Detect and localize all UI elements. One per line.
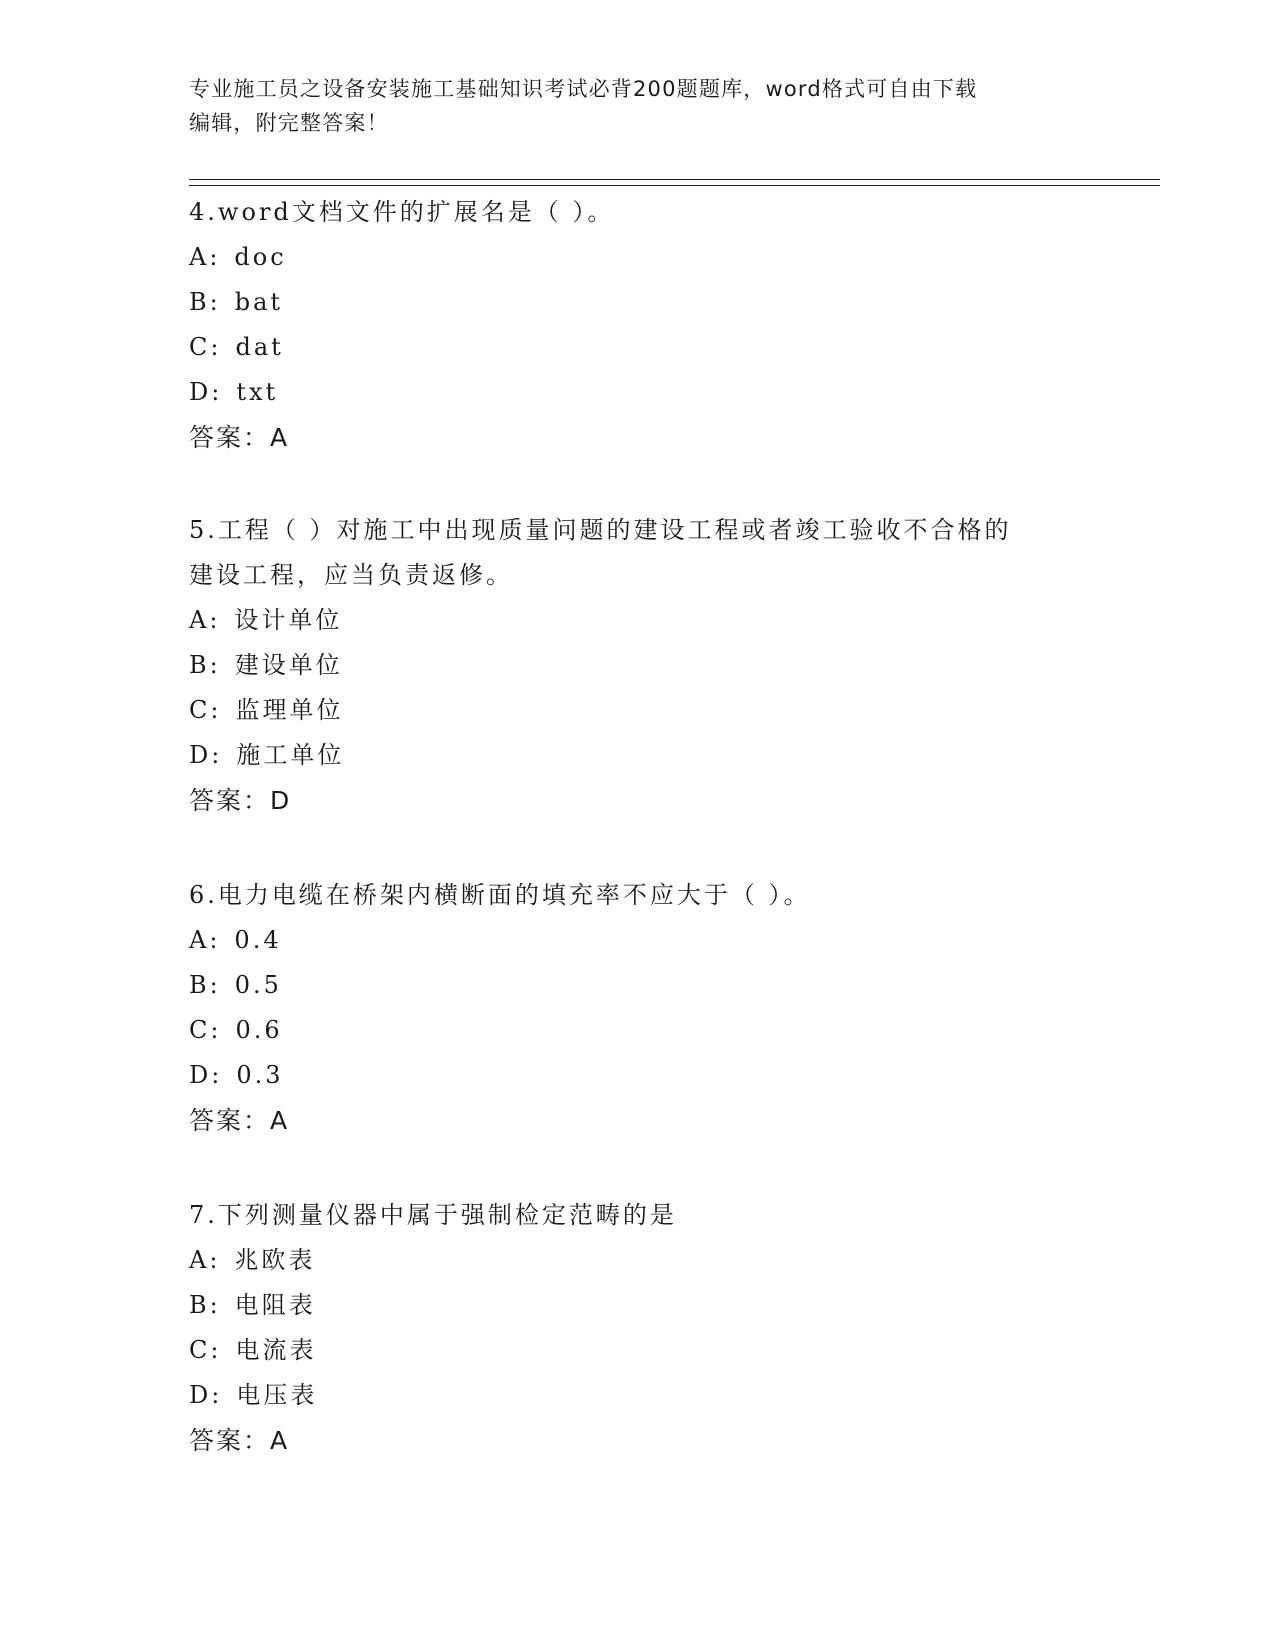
option-b bbox=[189, 280, 1089, 325]
option-text: doc bbox=[234, 243, 287, 271]
question-stem: 7.下列测量仪器中属于强制检定范畴的是 bbox=[189, 1201, 677, 1229]
header-divider-bottom bbox=[189, 185, 1160, 186]
option-letter: D: bbox=[189, 1061, 223, 1089]
question-block bbox=[189, 873, 1089, 1144]
option-letter: C: bbox=[189, 696, 222, 724]
question-block bbox=[189, 190, 1089, 461]
option-letter: C: bbox=[189, 1336, 222, 1364]
option-letter: A: bbox=[189, 606, 221, 634]
answer-line: 答案：D bbox=[189, 786, 292, 815]
option-letter: C: bbox=[189, 333, 222, 361]
option-a bbox=[189, 598, 1089, 643]
option-text: 建设单位 bbox=[234, 651, 343, 679]
option-letter: A: bbox=[189, 243, 221, 271]
option-text: dat bbox=[235, 333, 284, 361]
header-line-2: 编辑，附完整答案！ bbox=[189, 111, 389, 135]
header-line-1: 专业施工员之设备安装施工基础知识考试必背200题题库，word格式可自由下载 bbox=[189, 77, 978, 101]
option-letter: B: bbox=[189, 288, 221, 316]
option-letter: C: bbox=[189, 1016, 222, 1044]
question-block bbox=[189, 1193, 1089, 1464]
option-a bbox=[189, 1238, 1089, 1283]
option-letter: B: bbox=[189, 1291, 221, 1319]
option-letter: B: bbox=[189, 971, 221, 999]
answer-line: 答案：A bbox=[189, 1426, 290, 1455]
answer-line: 答案：A bbox=[189, 1106, 290, 1135]
option-c bbox=[189, 1328, 1089, 1373]
option-a bbox=[189, 235, 1089, 280]
option-letter: B: bbox=[189, 651, 221, 679]
option-letter: D: bbox=[189, 741, 223, 769]
option-letter: A: bbox=[189, 1246, 221, 1274]
option-d bbox=[189, 1053, 1089, 1098]
option-d bbox=[189, 733, 1089, 778]
option-text: 0.3 bbox=[236, 1061, 284, 1089]
option-d bbox=[189, 1373, 1089, 1418]
option-a bbox=[189, 918, 1089, 963]
option-b bbox=[189, 963, 1089, 1008]
option-text: 监理单位 bbox=[235, 696, 344, 724]
option-d bbox=[189, 370, 1089, 415]
option-letter: D: bbox=[189, 378, 223, 406]
option-text: txt bbox=[236, 378, 279, 406]
option-b bbox=[189, 643, 1089, 688]
option-text: 电流表 bbox=[235, 1336, 317, 1364]
option-text: 0.5 bbox=[234, 971, 282, 999]
document-header bbox=[189, 72, 1089, 140]
question-stem: 5.工程（ ）对施工中出现质量问题的建设工程或者竣工验收不合格的 bbox=[189, 516, 1012, 544]
option-text: 0.4 bbox=[234, 926, 282, 954]
option-text: 施工单位 bbox=[236, 741, 345, 769]
option-b bbox=[189, 1283, 1089, 1328]
question-stem: 4.word文档文件的扩展名是（ ）。 bbox=[189, 198, 615, 226]
answer-line: 答案：A bbox=[189, 423, 290, 452]
option-letter: A: bbox=[189, 926, 221, 954]
option-text: 0.6 bbox=[235, 1016, 283, 1044]
option-text: 电阻表 bbox=[234, 1291, 316, 1319]
option-c bbox=[189, 1008, 1089, 1053]
question-block bbox=[189, 508, 1089, 824]
option-letter: D: bbox=[189, 1381, 223, 1409]
option-c bbox=[189, 325, 1089, 370]
option-c bbox=[189, 688, 1089, 733]
option-text: bat bbox=[234, 288, 284, 316]
option-text: 电压表 bbox=[236, 1381, 318, 1409]
option-text: 兆欧表 bbox=[234, 1246, 316, 1274]
question-stem-continued: 建设工程，应当负责返修。 bbox=[189, 561, 513, 589]
option-text: 设计单位 bbox=[234, 606, 343, 634]
question-stem: 6.电力电缆在桥架内横断面的填充率不应大于（ ）。 bbox=[189, 881, 811, 909]
header-divider-top bbox=[189, 179, 1160, 180]
